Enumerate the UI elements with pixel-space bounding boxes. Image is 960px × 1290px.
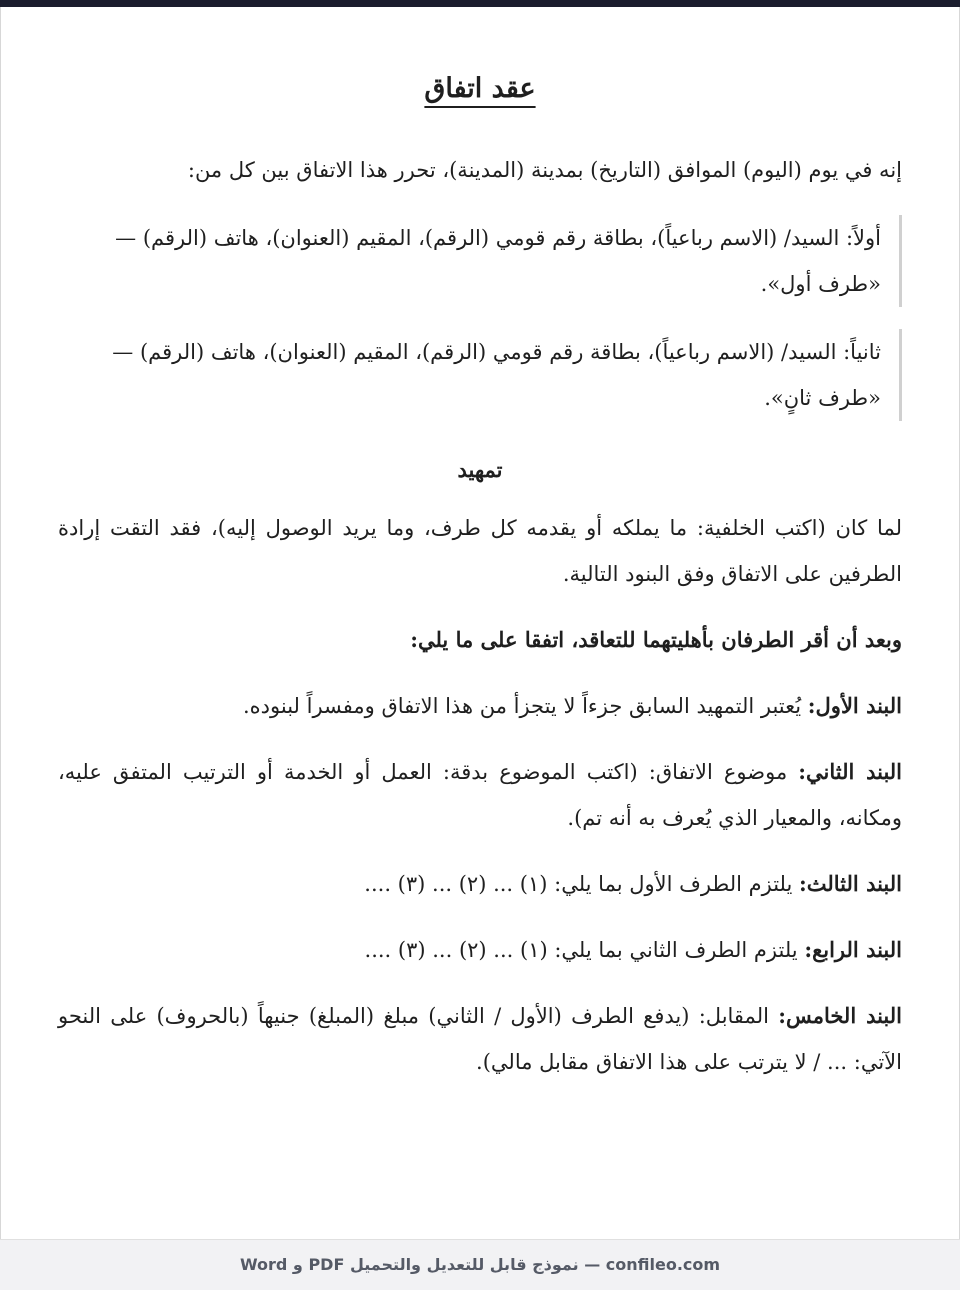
clause-2 xyxy=(58,749,902,841)
document-title: عقد اتفاق xyxy=(424,73,536,104)
top-accent-bar xyxy=(0,0,960,7)
preamble-heading: تمهيد xyxy=(457,457,503,482)
clause-text: موضوع الاتفاق: (اكتب الموضوع بدقة: العمل أو الخدمة أو الترتيب المتفق عليه، ومكانه، والمعيار الذي يُعرف به أنه تم). xyxy=(58,760,902,830)
intro-paragraph: إنه في يوم (اليوم) الموافق (التاريخ) بمدينة (المدينة)، تحرر هذا الاتفاق بين كل من: xyxy=(187,158,902,182)
footer-text: confileo.com — نموذج قابل للتعديل والتحميل PDF و Word xyxy=(239,1255,721,1274)
clause-5 xyxy=(58,993,902,1085)
clause-label: البند الأول: xyxy=(807,693,902,718)
preamble-paragraph: لما كان (اكتب الخلفية: ما يملكه أو يقدمه كل طرف، وما يريد الوصول إليه)، فقد التقت إرادة الطرفين على الاتفاق وفق البنود التالية. xyxy=(58,516,902,586)
agreement-lead: وبعد أن أقر الطرفان بأهليتهما للتعاقد، اتفقا على ما يلي: xyxy=(410,627,902,652)
clause-text: المقابل: (يدفع الطرف (الأول / الثاني) مبلغ (المبلغ) جنيهاً (بالحروف) على النحو الآتي: ... / لا يترتب على هذا الاتفاق مقابل مالي). xyxy=(58,1004,902,1074)
second-party: ثانياً: السيد/ (الاسم رباعياً)، بطاقة رقم قومي (الرقم)، المقيم (العنوان)، هاتف (الرقم) — «طرف ثانٍ». xyxy=(58,329,902,421)
clause-label: البند الرابع: xyxy=(804,937,902,962)
clause-3 xyxy=(58,861,902,907)
contract-document xyxy=(58,7,902,1085)
clause-label: البند الخامس: xyxy=(778,1003,902,1028)
first-party: أولاً: السيد/ (الاسم رباعياً)، بطاقة رقم قومي (الرقم)، المقيم (العنوان)، هاتف (الرقم) — «طرف أول». xyxy=(58,215,902,307)
clause-1 xyxy=(58,683,902,729)
footer-bar xyxy=(0,1239,960,1290)
clause-4 xyxy=(58,927,902,973)
clause-label: البند الثالث: xyxy=(799,871,902,896)
clause-text: يُعتبر التمهيد السابق جزءاً لا يتجزأ من هذا الاتفاق ومفسراً لبنوده. xyxy=(242,694,808,718)
clause-label: البند الثاني: xyxy=(798,759,903,784)
clause-text: يلتزم الطرف الثاني بما يلي: (١) ... (٢) ... (٣) .... xyxy=(364,938,805,962)
clause-text: يلتزم الطرف الأول بما يلي: (١) ... (٢) ... (٣) .... xyxy=(364,872,800,896)
